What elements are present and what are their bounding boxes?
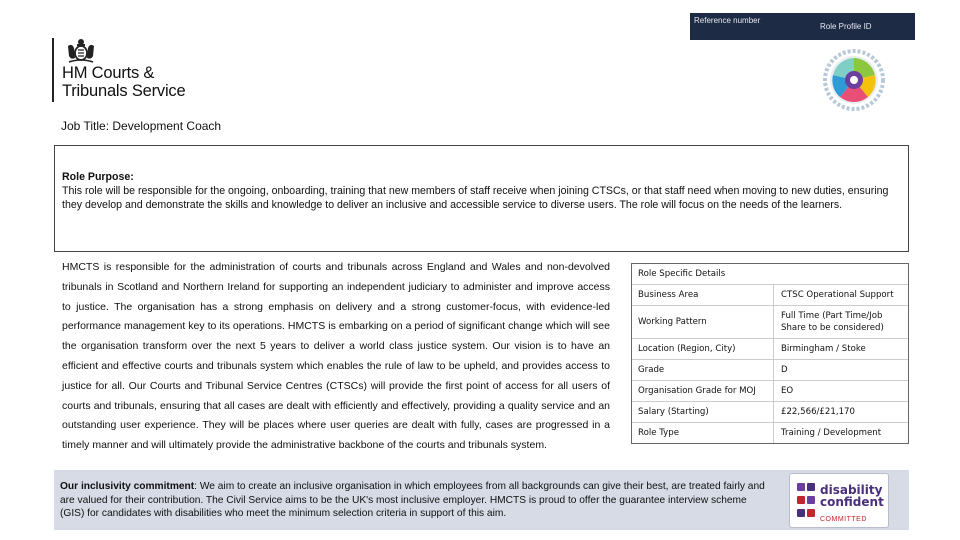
detail-label: Salary (Starting) bbox=[632, 402, 774, 422]
table-row bbox=[632, 284, 908, 305]
detail-label: Role Type bbox=[632, 423, 774, 443]
disability-confident-badge bbox=[789, 473, 889, 528]
inclusivity-text: : We aim to create an inclusive organisation in which employees from all backgrounds can give their best, are treated fairly and are valued for their contribution. The Civil Service aims to be the UK's most inclusive employer. HMCTS is proud to offer the guarantee interview scheme (GIS) for candidates with disabilities who meet the minimum selection criteria in support of this aim. bbox=[60, 481, 765, 519]
role-purpose-heading: Role Purpose: bbox=[62, 171, 134, 183]
hmcts-logo bbox=[52, 38, 185, 104]
inclusivity-text-block bbox=[60, 480, 772, 521]
inclusivity-panel bbox=[54, 470, 909, 530]
detail-value: EO bbox=[781, 386, 794, 396]
detail-value: £22,566/£21,170 bbox=[781, 407, 855, 417]
table-row bbox=[632, 401, 908, 422]
org-name-line1: HM Courts & bbox=[62, 64, 155, 82]
detail-value: CTSC Operational Support bbox=[781, 290, 894, 300]
table-row bbox=[632, 380, 908, 401]
inclusivity-heading: Our inclusivity commitment bbox=[60, 481, 195, 492]
role-profile-id-label: Role Profile ID bbox=[820, 22, 872, 31]
detail-value: Birmingham / Stoke bbox=[781, 344, 866, 354]
detail-value: Full Time (Part Time/Job Share to be considered) bbox=[781, 311, 884, 333]
table-row bbox=[632, 422, 908, 443]
detail-value: Training / Development bbox=[781, 428, 882, 438]
detail-label: Location (Region, City) bbox=[632, 339, 774, 359]
role-purpose-text: This role will be responsible for the ongoing, onboarding, training that new members of staff receive when joining CTSCs, or that staff need when moving to new duties, ensuring they develop and demonstrate the skills and knowledge to deliver an inclusive and accessible service to diverse users. The role will focus on the needs of the learners. bbox=[62, 185, 889, 211]
badge-text bbox=[820, 484, 884, 508]
table-row bbox=[632, 359, 908, 380]
role-purpose-box bbox=[54, 145, 909, 252]
table-row bbox=[632, 338, 908, 359]
success-profile-wheel-icon bbox=[823, 49, 885, 111]
badge-committed-label: COMMITTED bbox=[820, 516, 867, 523]
disability-confident-icon bbox=[796, 482, 816, 518]
royal-crest-icon bbox=[64, 38, 98, 64]
job-title: Job Title: Development Coach bbox=[61, 119, 222, 133]
org-name-line2: Tribunals Service bbox=[62, 82, 186, 100]
role-details-table bbox=[631, 263, 909, 444]
detail-label: Working Pattern bbox=[632, 306, 774, 338]
hmcts-description: HMCTS is responsible for the administration of courts and tribunals across England and Wales and non-devolved tribunals in Scotland and Northern Ireland for supporting an independent judiciary to administer and improve access to justice. The organisation has a strong emphasis on delivery and a strong customer-focus, with evidence-led performance management key to its operations. HMCTS is embarking on a period of significant change which will see the organisation transform over the next 5 years to deliver a world class justice system. Our vision is to have an efficient and effective courts and tribunals system which enables the rule of law to be upheld, and provides access to justice for all. Our Courts and Tribunal Service Centres (CTSCs) will provide the first point of access for all users of courts and tribunals, ensuring that all cases are dealt with efficiently and effectively, providing a quality service and an outstanding user experience. They will be places where user queries are dealt with fully, cases are progressed in a timely manner and will ultimately provide the administrative backbone of the courts and tribunals system. bbox=[62, 261, 610, 452]
detail-value: D bbox=[781, 365, 788, 375]
detail-label: Grade bbox=[632, 360, 774, 380]
reference-number-label: Reference number bbox=[694, 16, 761, 25]
detail-label: Business Area bbox=[632, 285, 774, 305]
table-row bbox=[632, 305, 908, 338]
reference-header bbox=[690, 13, 915, 40]
role-details-heading: Role Specific Details bbox=[638, 269, 726, 279]
badge-line2: confident bbox=[820, 495, 884, 509]
detail-label: Organisation Grade for MOJ bbox=[632, 381, 774, 401]
logo-divider bbox=[52, 38, 54, 102]
badge-line1: disability bbox=[820, 483, 883, 497]
